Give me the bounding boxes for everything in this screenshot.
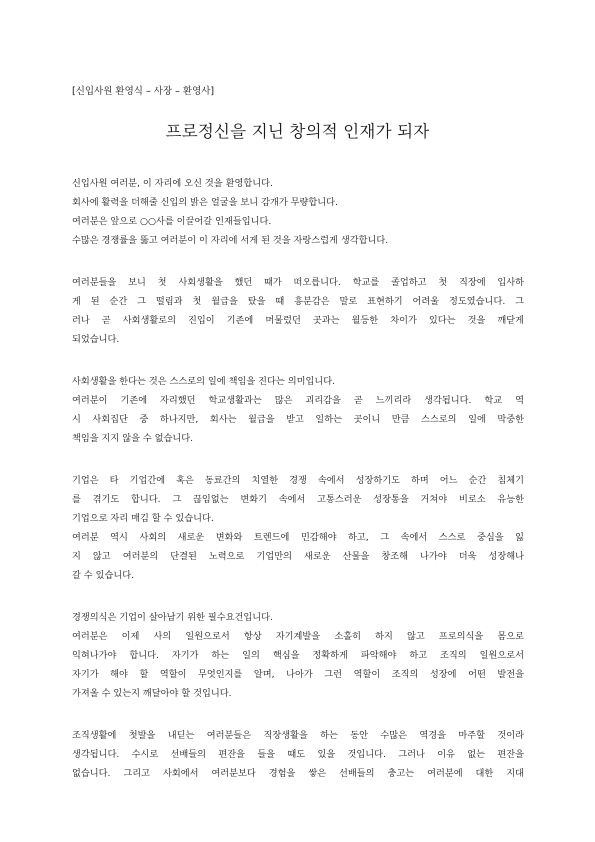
paragraph-line: 신입사원 여러분, 이 자리에 오신 것을 환영합니다. <box>72 178 273 189</box>
paragraph-line: 가져올 수 있는지 깨달아야 할 것입니다. <box>72 688 232 699</box>
paragraph-line: 여러분들을 보니 첫 사회생활을 했던 때가 떠오릅니다. 학교를 졸업하고 첫 직장에 입사하 <box>72 277 524 288</box>
paragraph <box>72 372 524 448</box>
paragraph-line: 기업은 타 기업간에 혹은 동료간의 치열한 경쟁 속에서 성장하기도 하며 어느 순간 침체기 <box>72 475 524 486</box>
paragraph-line: 시 사회집단 중 하나지만, 회사는 월급을 받고 일하는 곳이니 만큼 스스로의 일에 막중한 <box>72 414 524 425</box>
paragraph-line: 여러분은 이제 사의 일원으로서 항상 자기계발을 소홀히 하지 않고 프로의식을 몸으로 <box>72 631 524 642</box>
paragraph <box>72 726 524 783</box>
paragraph-line: 여러분 역시 사회의 새로운 변화와 트렌드에 민감해야 하고, 그 속에서 스스로 중심을 잃 <box>72 532 524 543</box>
paragraph <box>72 273 524 349</box>
paragraph-line: 사회생활을 한다는 것은 스스로의 일에 책임을 진다는 의미입니다. <box>72 376 335 387</box>
paragraph-line: 익혀나가야 합니다. 자기가 하는 일의 핵심을 정확하게 파악해야 하고 조직의 일원으로서 <box>72 650 524 661</box>
paragraph-line: 회사에 활력을 더해줄 신입의 밝은 얼굴을 보니 감개가 무량합니다. <box>72 197 338 208</box>
paragraph-line: 수많은 경쟁률을 뚫고 여러분이 이 자리에 서게 된 것을 자랑스럽게 생각합니다. <box>72 235 389 246</box>
paragraph <box>72 471 524 585</box>
paragraph-line: 기업으로 자리 매김 할 수 있습니다. <box>72 513 214 524</box>
paragraph-line: 여러분이 기존에 자리했던 학교생활과는 많은 괴리감을 곧 느끼리라 생각됩니다. 학교 역 <box>72 395 524 406</box>
document-body <box>72 174 524 806</box>
paragraph-line: 자기가 해야 할 역할이 무엇인지를 알며, 나아가 그런 역할이 조직의 성장에 어떤 발전을 <box>72 669 524 680</box>
paragraph-line: 를 겪기도 합니다. 그 끊임없는 변화기 속에서 고통스러운 성장통을 거쳐야 비로소 유능한 <box>72 494 524 505</box>
paragraph-line: 조직생활에 첫발을 내딛는 여러분들은 직장생활을 하는 동안 수많은 역경을 마주할 것이라 <box>72 730 524 741</box>
paragraph-line: 갈 수 있습니다. <box>72 570 135 581</box>
paragraph <box>72 608 524 703</box>
paragraph-line: 여러분은 앞으로 ○○사를 이끌어갈 인재들입니다. <box>72 216 272 227</box>
paragraph-line: 생각됩니다. 수시로 선배들의 편잔을 들을 때도 있을 것입니다. 그러나 이유 없는 편잔을 <box>72 749 524 760</box>
paragraph-line: 되었습니다. <box>72 334 120 345</box>
document-title: 프로정신을 지닌 창의적 인재가 되자 <box>165 122 430 141</box>
paragraph-line: 없습니다. 그리고 사회에서 여러분보다 경험을 쌓은 선배들의 충고는 여러분에 대한 지대 <box>72 768 524 779</box>
paragraph-line: 지 않고 여러분의 단결된 노력으로 기업만의 새로운 산물을 창조해 나가야 더욱 성장해나 <box>72 551 524 562</box>
paragraph-line: 경쟁의식은 기업이 살아남기 위한 필수요건입니다. <box>72 612 273 623</box>
paragraph-line: 게 된 순간 그 떨림과 첫 월급을 탔을 때 흥분감은 말로 표현하기 어려울 정도였습니다. 그 <box>72 296 524 307</box>
document-header-tag: [신입사원 환영식 – 사장 – 환영사] <box>72 86 215 97</box>
paragraph-line: 러나 곧 사회생활로의 진입이 기존에 머물렀던 곳과는 월등한 차이가 있다는 것을 깨닫게 <box>72 315 524 326</box>
paragraph-line: 책임을 지지 않을 수 없습니다. <box>72 433 194 444</box>
paragraph <box>72 174 524 250</box>
